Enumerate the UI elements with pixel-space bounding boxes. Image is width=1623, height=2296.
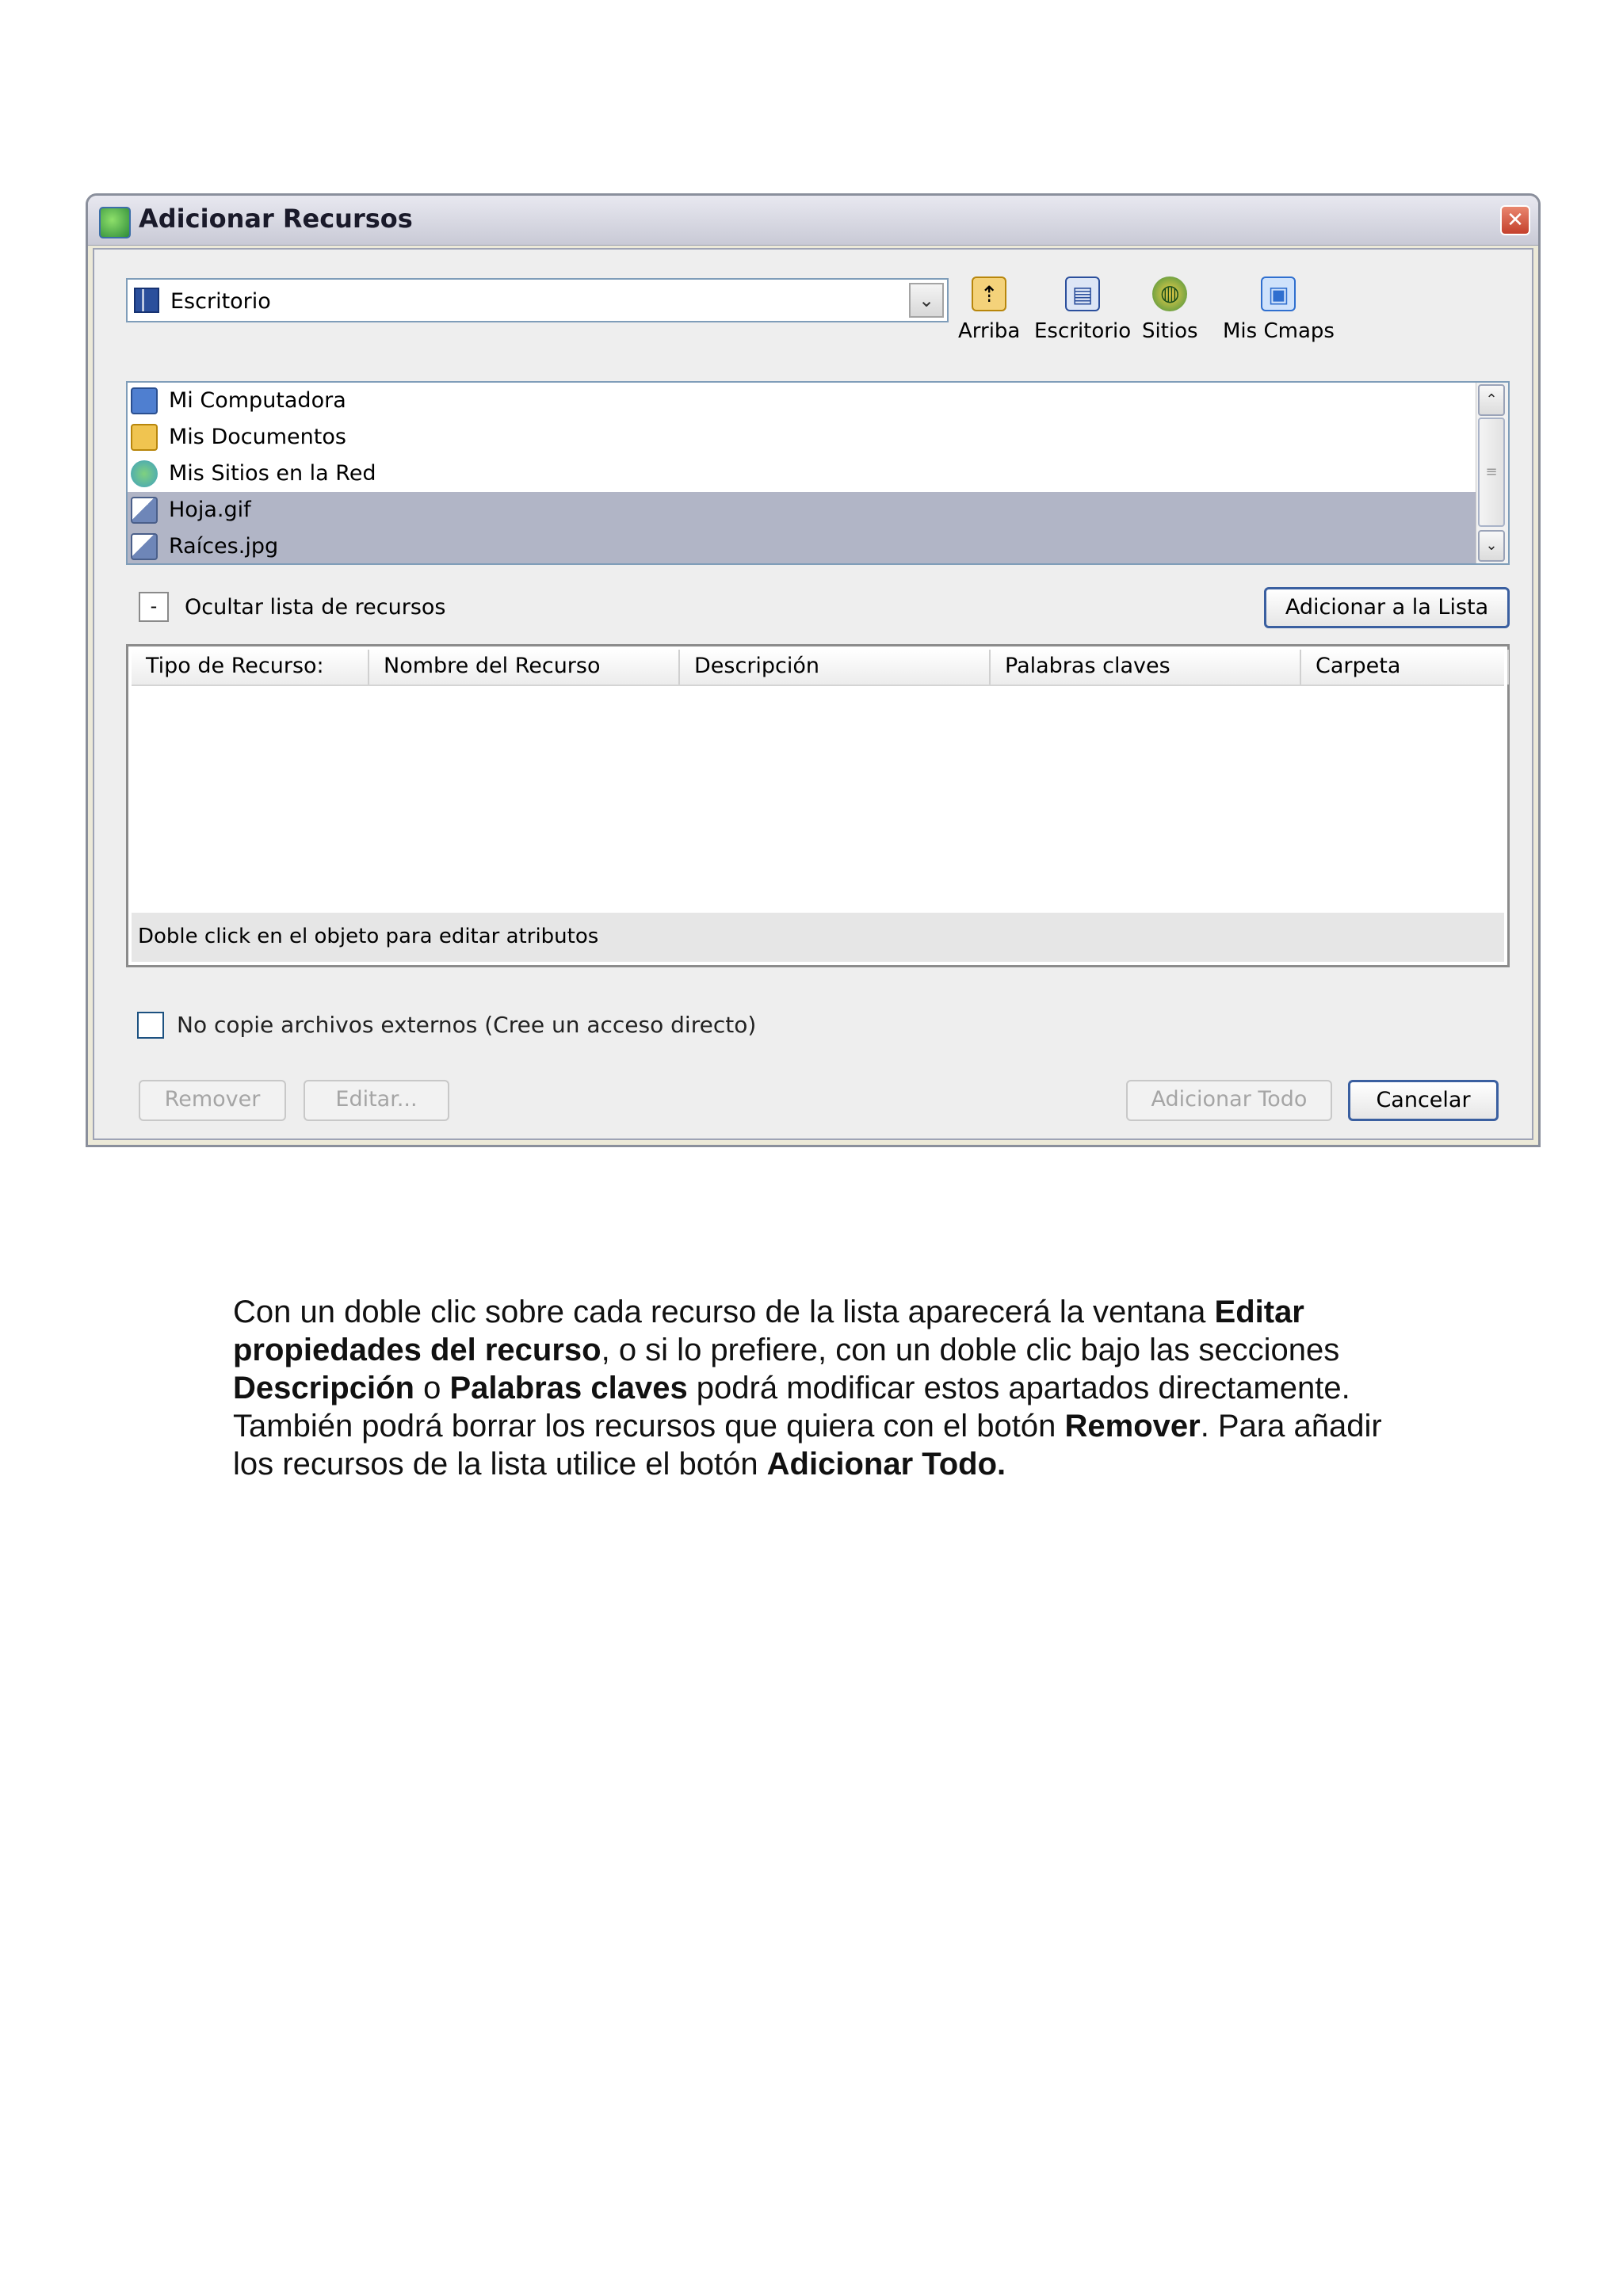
location-value: Escritorio: [170, 289, 271, 314]
nav-button-escritorio[interactable]: [1034, 277, 1131, 343]
globe-icon: ◍: [1152, 277, 1187, 311]
column-header-nombre[interactable]: Nombre del Recurso: [369, 650, 680, 685]
instruction-bold-descripcion: Descripción: [233, 1371, 414, 1405]
instruction-bold-editar: Editar propiedades del recurso: [233, 1295, 1304, 1367]
instruction-text: , o si lo prefiere, con un doble clic bajo las secciones: [601, 1333, 1340, 1367]
nav-label-mis-cmaps: Mis Cmaps: [1223, 319, 1335, 343]
network-icon: [131, 460, 158, 487]
instruction-bold-palabras: Palabras claves: [449, 1371, 688, 1405]
location-dropdown[interactable]: [126, 278, 949, 322]
list-item[interactable]: [128, 528, 1508, 565]
column-header-carpeta[interactable]: Carpeta: [1301, 650, 1509, 685]
hide-list-toggle[interactable]: -: [139, 592, 169, 622]
nav-label-sitios: Sitios: [1142, 319, 1198, 343]
image-file-icon: [131, 533, 158, 560]
column-header-tipo[interactable]: Tipo de Recurso:: [132, 650, 369, 685]
cmap-app-icon: [99, 207, 131, 238]
hide-list-label: Ocultar lista de recursos: [185, 595, 446, 620]
scroll-up-icon[interactable]: ⌃: [1478, 384, 1505, 416]
list-item-label: Mi Computadora: [169, 388, 346, 413]
instruction-paragraph: [233, 1293, 1422, 1483]
instruction-text: o: [414, 1371, 450, 1405]
instruction-bold-adicionar-todo: Adicionar Todo.: [766, 1447, 1006, 1482]
desktop-icon: [134, 288, 159, 313]
list-item-label: Mis Documentos: [169, 425, 346, 449]
chevron-down-icon[interactable]: ⌄: [909, 283, 944, 318]
dialog-title: Adicionar Recursos: [139, 204, 413, 234]
instruction-bold-remover: Remover: [1064, 1409, 1201, 1444]
column-header-descripcion[interactable]: Descripción: [680, 650, 991, 685]
edit-button[interactable]: Editar...: [304, 1080, 449, 1121]
list-item[interactable]: [128, 456, 1508, 492]
list-item-label: Raíces.jpg: [169, 534, 279, 559]
add-resources-dialog: [86, 193, 1541, 1147]
nav-label-escritorio: Escritorio: [1034, 319, 1132, 343]
remove-button[interactable]: Remover: [139, 1080, 286, 1121]
folder-up-icon: ⇡: [972, 277, 1006, 311]
column-header-palabras[interactable]: Palabras claves: [991, 650, 1301, 685]
close-button[interactable]: ✕: [1500, 205, 1530, 235]
table-status-hint: Doble click en el objeto para editar atributos: [132, 913, 1504, 962]
computer-icon: ▣: [1261, 277, 1296, 311]
list-item-label: Mis Sitios en la Red: [169, 461, 376, 486]
add-to-list-button[interactable]: Adicionar a la Lista: [1264, 587, 1510, 628]
list-item[interactable]: [128, 383, 1508, 419]
nav-button-arriba[interactable]: [958, 277, 1020, 343]
computer-icon: [131, 387, 158, 414]
list-item-label: Hoja.gif: [169, 498, 251, 522]
dialog-body: [93, 248, 1533, 1140]
resource-table[interactable]: [126, 644, 1510, 967]
vertical-scrollbar[interactable]: [1476, 383, 1508, 563]
image-file-icon: [131, 497, 158, 524]
cancel-button[interactable]: Cancelar: [1348, 1080, 1499, 1121]
nav-button-sitios[interactable]: [1142, 277, 1198, 343]
add-all-button[interactable]: Adicionar Todo: [1126, 1080, 1332, 1121]
title-bar[interactable]: [88, 196, 1538, 246]
instruction-text: podrá modificar estos apartados directamente. También podrá borrar los recursos que quiera con el botón: [233, 1371, 1350, 1444]
instruction-text: Con un doble clic sobre cada recurso de la lista aparecerá la ventana: [233, 1295, 1215, 1329]
table-header: [132, 650, 1504, 686]
desktop-icon: ▤: [1065, 277, 1100, 311]
nav-label-arriba: Arriba: [958, 319, 1021, 343]
no-copy-label[interactable]: No copie archivos externos (Cree un acceso directo): [177, 1012, 757, 1038]
list-item[interactable]: [128, 419, 1508, 456]
scroll-thumb[interactable]: ≡: [1478, 418, 1505, 527]
list-item[interactable]: [128, 492, 1508, 528]
resource-browser-list[interactable]: [126, 381, 1510, 565]
no-copy-checkbox[interactable]: [137, 1012, 164, 1039]
nav-button-mis-cmaps[interactable]: [1223, 277, 1335, 343]
instruction-text: . Para añadir los recursos de la lista utilice el botón: [233, 1409, 1382, 1482]
scroll-down-icon[interactable]: ⌄: [1478, 530, 1505, 562]
documents-folder-icon: [131, 424, 158, 451]
